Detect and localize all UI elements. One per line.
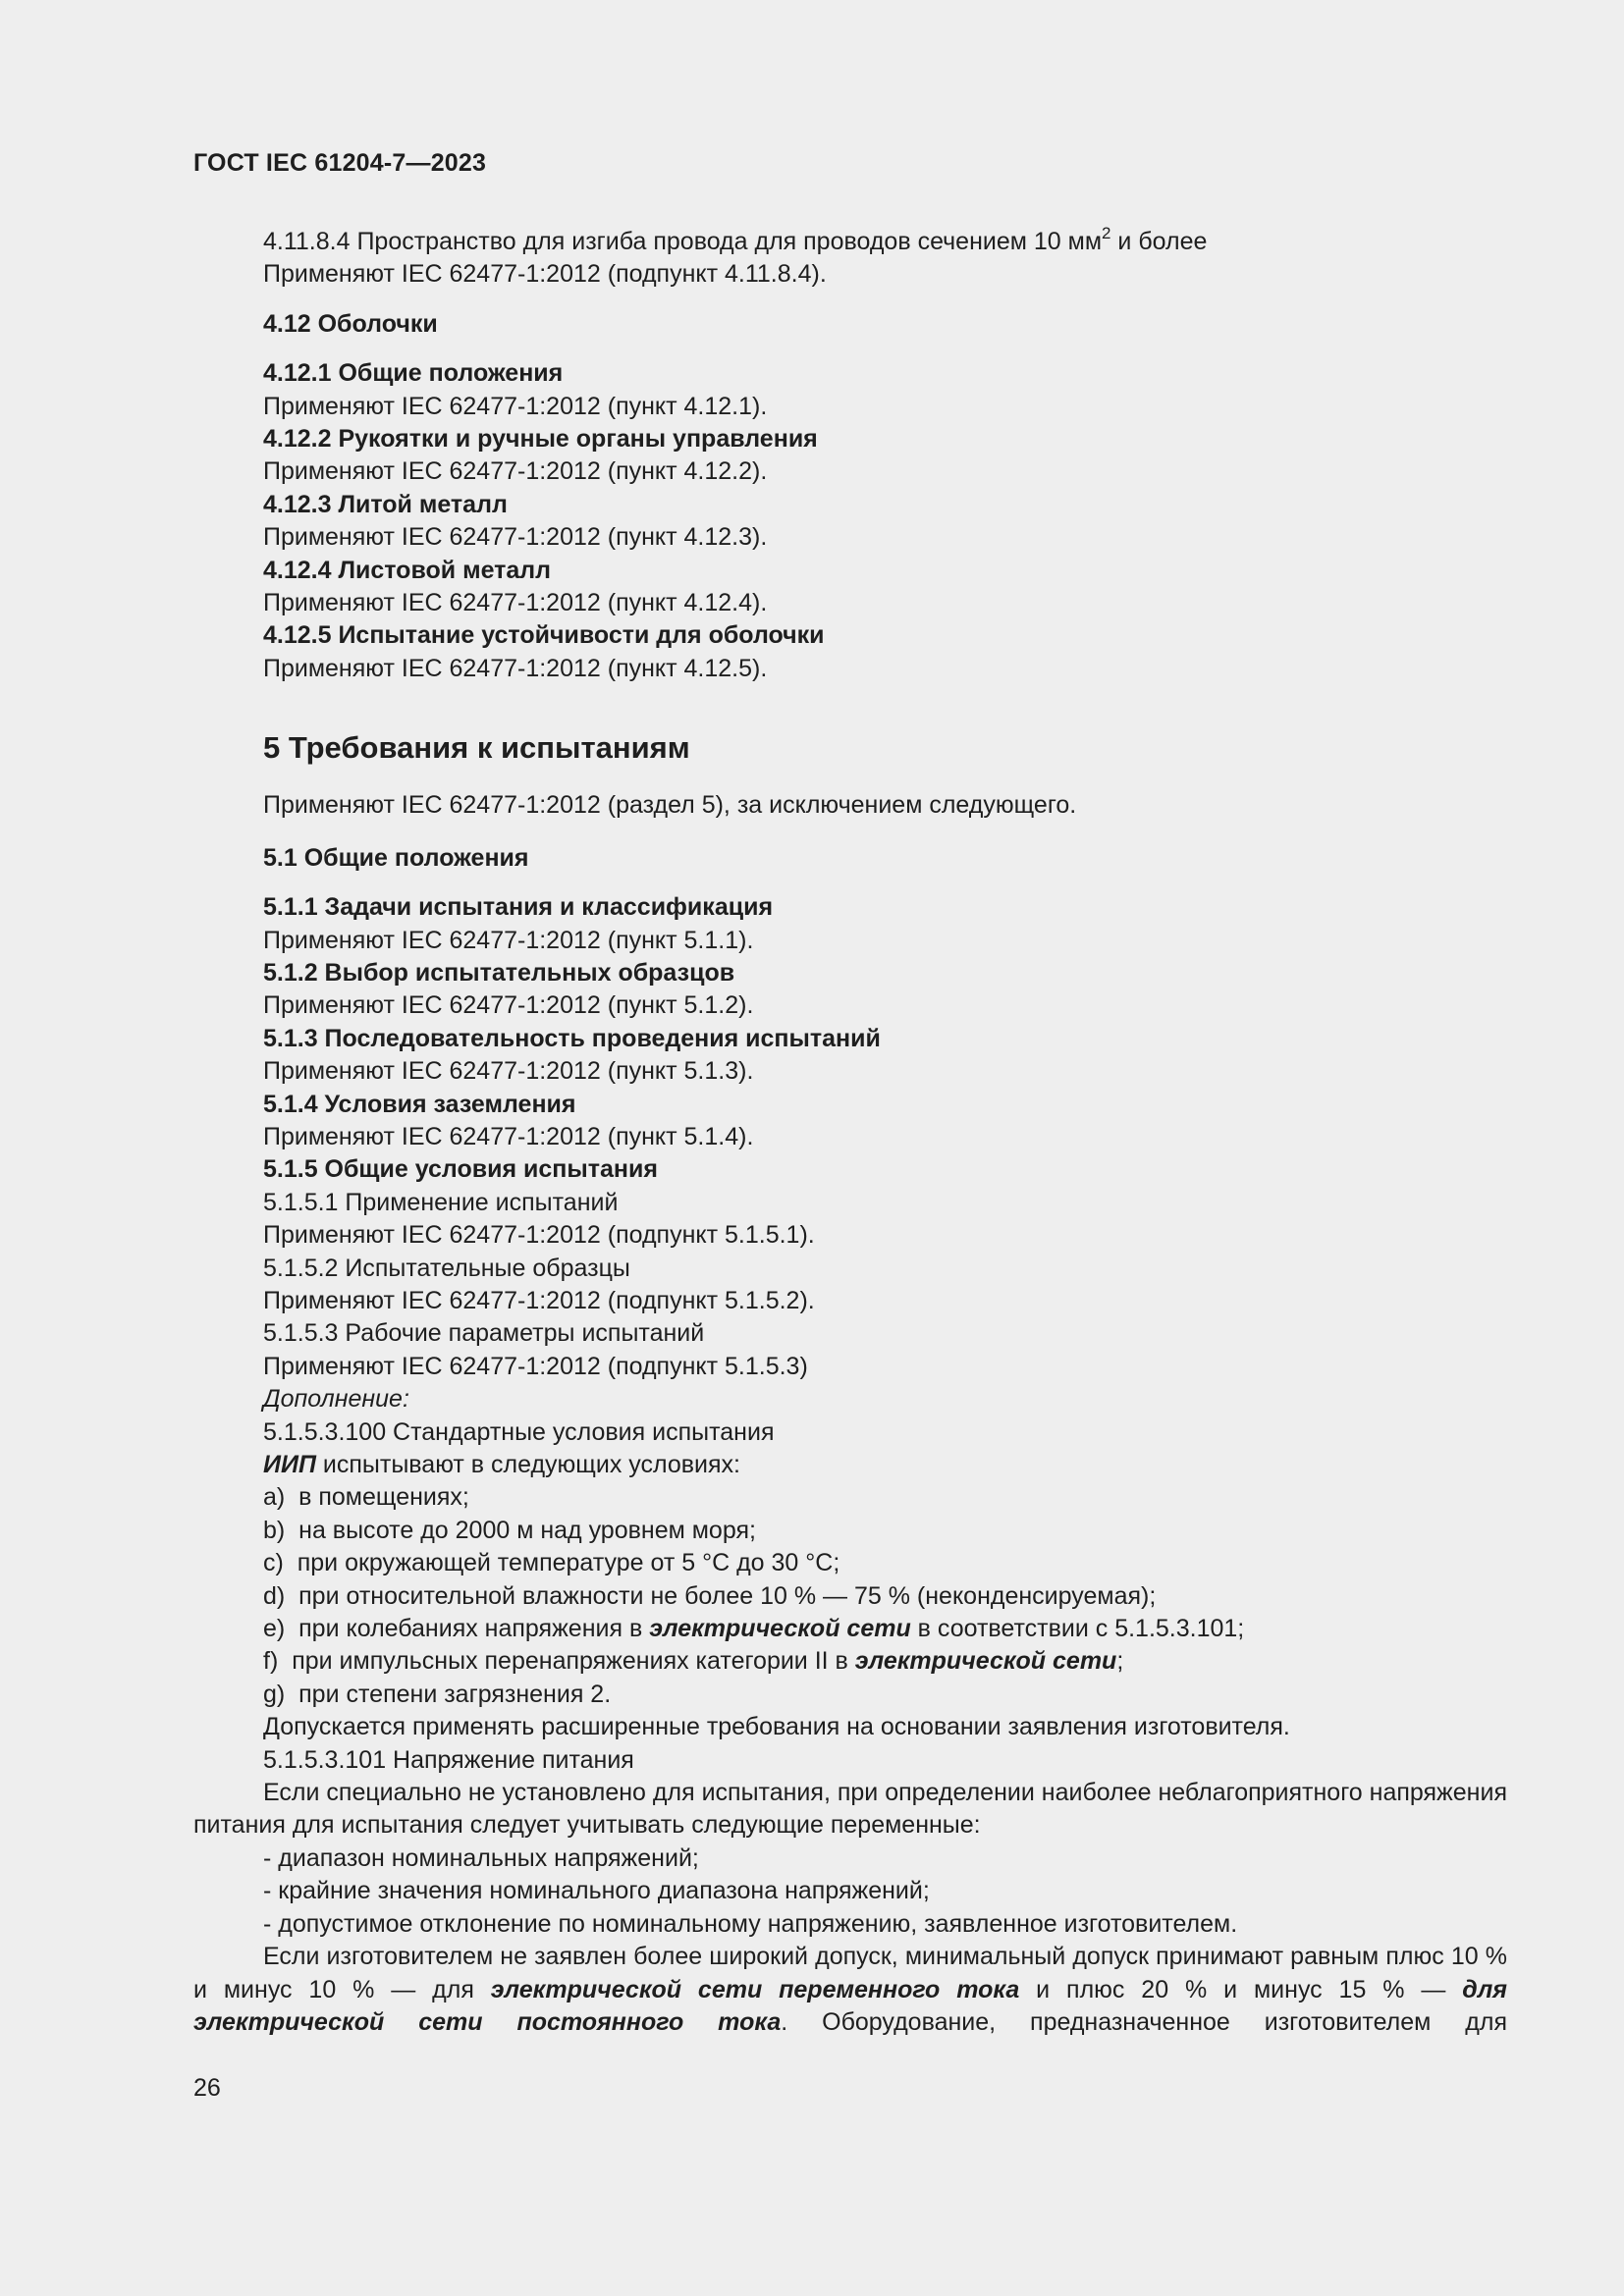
subclause-text: Применяют IEC 62477-1:2012 (подпункт 5.1.5.3) (263, 1352, 808, 1380)
chapter-heading: 5 Требования к испытаниям (263, 730, 690, 766)
supply-voltage-paragraph-2: Если изготовителем не заявлен более широкий допуск, минимальный допуск принимают равным плюс 10 % и минус 10 % — для электрической сети переменного тока и плюс 20 % и минус 15 % — для электрической сети постоянного тока. Оборудование, предназначенное изготовителем для (193, 1943, 1508, 2036)
clause-title: 4.12.5 Испытание устойчивости для оболочки (263, 621, 825, 650)
subclause-title: 5.1.5.1 Применение испытаний (263, 1188, 619, 1216)
section-heading: 4.12 Оболочки (263, 309, 438, 338)
dash-item: - крайние значения номинального диапазона напряжений; (263, 1877, 930, 1905)
subclause-title: 5.1.5.3 Рабочие параметры испытаний (263, 1319, 705, 1348)
section-5 (193, 728, 1507, 1777)
subclause-text: Применяют IEC 62477-1:2012 (подпункт 5.1.5.2). (263, 1286, 815, 1314)
clause-title: 5.1.1 Задачи испытания и классификация (263, 893, 774, 922)
superscript: 2 (1102, 224, 1111, 242)
dash-item: - диапазон номинальных напряжений; (263, 1843, 699, 1872)
clause-text: Применяют IEC 62477-1:2012 (пункт 4.12.2). (263, 457, 768, 486)
clause-title: 4.12.1 Общие положения (263, 359, 564, 388)
addition-label: Дополнение: (263, 1385, 409, 1414)
clause-text: Применяют IEC 62477-1:2012 (пункт 4.12.5). (263, 654, 768, 682)
section-4-11-8-4 (193, 226, 1507, 292)
clause-text: Применяют IEC 62477-1:2012 (пункт 4.12.1). (263, 392, 768, 420)
condition-item-a: a) в помещениях; (263, 1483, 469, 1512)
clause-text: Применяют IEC 62477-1:2012 (пункт 5.1.2). (263, 991, 754, 1020)
subclause-title: 5.1.5.3.100 Стандартные условия испытания (263, 1417, 775, 1446)
term-dc-network: для электрической сети постоянного тока (193, 1975, 1508, 2036)
condition-item-b: b) на высоте до 2000 м над уровнем моря; (263, 1516, 756, 1544)
chapter-intro: Применяют IEC 62477-1:2012 (раздел 5), за исключением следующего. (263, 791, 1077, 820)
clause-text: Применяют IEC 62477-1:2012 (пункт 4.12.4). (263, 589, 768, 617)
condition-item-d: d) при относительной влажности не более 10 % — 75 % (неконденсируемая); (263, 1581, 1157, 1610)
document-header: ГОСТ IEC 61204-7—2023 (193, 149, 487, 177)
clause-title: 5.1.4 Условия заземления (263, 1090, 576, 1118)
clause-title: 5.1.2 Выбор испытательных образцов (263, 958, 735, 987)
extended-requirements-note: Допускается применять расширенные требования на основании заявления изготовителя. (263, 1713, 1290, 1741)
subclause-text: Применяют IEC 62477-1:2012 (подпункт 5.1.5.1). (263, 1221, 815, 1250)
clause-title: 4.12.2 Рукоятки и ручные органы управления (263, 425, 818, 454)
subclause-title: 5.1.5.2 Испытательные образцы (263, 1254, 630, 1282)
clause-text: Применяют IEC 62477-1:2012 (пункт 5.1.4). (263, 1122, 754, 1150)
condition-item-e: e) при колебаниях напряжения в электрической сети в соответствии с 5.1.5.3.101; (263, 1615, 1245, 1643)
dash-item: - допустимое отклонение по номинальному напряжению, заявленное изготовителем. (263, 1909, 1238, 1938)
section-4-12 (193, 308, 1507, 685)
term-ac-network: электрической сети переменного тока (490, 1975, 1020, 2003)
supply-voltage-paragraph-1: Если специально не установлено для испытания, при определении наиболее неблагоприятного напряжения питания для испытания следует учитывать следующие переменные: (193, 1779, 1507, 1840)
term-iip: ИИП (263, 1451, 316, 1478)
document-body (193, 226, 1507, 2039)
clause-title: 4.11.8.4 Пространство для изгиба провода для проводов сечением 10 $мм^2$ и более (263, 224, 1208, 255)
clause-text: Применяют IEC 62477-1:2012 (подпункт 4.11.8.4). (263, 260, 827, 289)
section-4-12-items (263, 357, 1507, 685)
clause-title: 5.1.5 Общие условия испытания (263, 1155, 658, 1184)
clause-title: 4.12.3 Литой металл (263, 490, 508, 518)
conditions-lead: ИИП испытывают в следующих условиях: (263, 1451, 740, 1478)
clause-text: Применяют IEC 62477-1:2012 (пункт 4.12.3). (263, 523, 768, 552)
condition-item-f: f) при импульсных перенапряжениях категории II в электрической сети; (263, 1647, 1124, 1676)
clause-text: Применяют IEC 62477-1:2012 (пункт 5.1.3). (263, 1057, 754, 1086)
condition-item-c: c) при окружающей температуре от 5 °С до 30 °С; (263, 1549, 840, 1577)
clause-title: 5.1.3 Последовательность проведения испытаний (263, 1024, 881, 1052)
page-number: 26 (193, 2074, 221, 2102)
term-electric-network: электрической сети (854, 1647, 1117, 1676)
clause-text: Применяют IEC 62477-1:2012 (пункт 5.1.1). (263, 926, 754, 954)
subclause-title: 5.1.5.3.101 Напряжение питания (263, 1745, 634, 1774)
section-heading: 5.1 Общие положения (263, 843, 529, 872)
term-electric-network: электрической сети (649, 1615, 911, 1643)
section-5-1-items (263, 891, 1507, 1777)
condition-item-g: g) при степени загрязнения 2. (263, 1680, 612, 1708)
clause-title: 4.12.4 Листовой металл (263, 556, 552, 584)
